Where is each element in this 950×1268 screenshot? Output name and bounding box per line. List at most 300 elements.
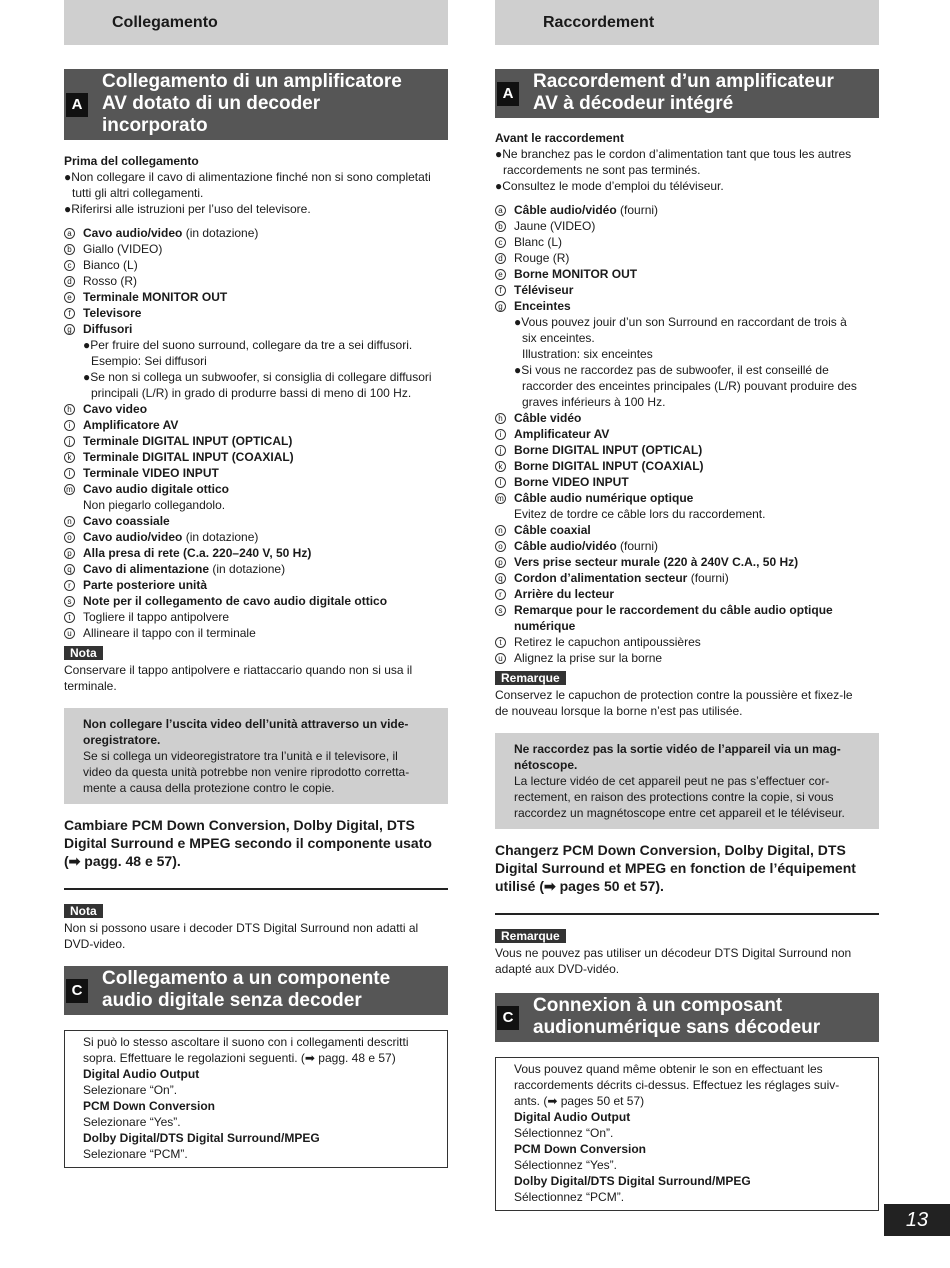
item-text [514,634,701,650]
item-normal: (in dotazione) [182,226,259,240]
bullet-item [64,201,448,217]
item-bold: Vers prise secteur murale (220 à 240V C.A., 50 Hz) [514,555,799,569]
item-letter: l [64,468,75,479]
item-letter: d [64,276,75,287]
spacer [495,895,879,913]
item-text [83,273,137,289]
list-item [64,225,448,241]
item-letter: u [495,653,506,664]
sub-line: graves inférieurs à 100 Hz. [522,395,666,409]
setting-name: PCM Down Conversion [83,1099,216,1113]
item-marker [64,625,83,641]
item-marker [495,410,514,426]
item-bold: Parte posteriore unità [83,578,208,592]
section-c-heading [495,993,879,1042]
item-text [83,449,294,465]
list-item [495,266,879,282]
before-title: Prima del collegamento [64,154,199,168]
item-text [514,202,658,218]
warning-line: rectement, en raison des protections contre la copie, si vous [514,790,834,804]
item-text [514,602,879,634]
item-marker [64,529,83,545]
item-marker [495,458,514,474]
column-french [495,0,879,1211]
item-text [514,458,704,474]
item-letter: k [495,461,506,472]
item-marker [495,634,514,650]
item-bold: Câble vidéo [514,411,582,425]
item-letter: q [64,564,75,575]
item-text [83,401,147,417]
item-text [514,298,571,314]
item-letter: i [64,420,75,431]
warning-box [64,708,448,804]
setting-text: Sélectionnez “On”. [514,1126,614,1140]
item-normal: Alignez la prise sur la borne [514,651,663,665]
section-title-line: Collegamento di un amplificatore [102,71,402,92]
item-text [514,266,637,282]
item-bold: Câble audio/vidéo [514,203,617,217]
list-item [495,570,879,586]
bullet-item [495,146,879,178]
warning-line: raccordez un magnétoscope entre cet appareil et le téléviseur. [514,806,845,820]
item-text [83,513,170,529]
bullet-line: raccordements ne sont pas terminés. [503,163,701,177]
list-item [495,490,879,506]
item-letter: a [495,205,506,216]
section-c-heading [64,966,448,1015]
item-normal: Rosso (R) [83,274,138,288]
item-bold: Cordon d’alimentation secteur [514,571,688,585]
section-title-line: incorporato [102,115,208,136]
item-text [514,522,591,538]
item-marker [64,241,83,257]
item-text [83,545,311,561]
item-text [83,609,229,625]
spacer [64,952,448,966]
change-line: Digital Surround et MPEG en fonction de l’équipement [495,860,856,876]
item-marker [495,522,514,538]
note-tag: Nota [64,646,103,660]
note-text [64,920,448,952]
warning-box [495,733,879,829]
item-marker [495,602,514,618]
item-marker [495,650,514,666]
section-a-heading [64,69,448,140]
spacer [495,829,879,841]
page-section-header: Collegamento [64,0,448,45]
settings-box [495,1057,879,1211]
item-marker [64,609,83,625]
list-item [495,218,879,234]
item-normal: (in dotazione) [182,530,259,544]
item-marker [495,586,514,602]
note-text [495,687,879,719]
item-letter: q [495,573,506,584]
sub-line: raccorder des enceintes principales (L/R) pouvant produire des [522,379,857,393]
page-section-header: Raccordement [495,0,879,45]
item-normal: (fourni) [687,571,729,585]
item-normal: Rouge (R) [514,251,570,265]
section-a-heading [495,69,879,118]
list-item [495,250,879,266]
item-bold: Câble audio numérique optique [514,491,694,505]
item-marker [64,433,83,449]
item-letter: u [64,628,75,639]
item-marker [64,513,83,529]
item-marker [64,225,83,241]
spacer [64,890,448,902]
list-item [495,538,879,554]
spacer [495,194,879,202]
item-normal: Retirez le capuchon antipoussières [514,635,701,649]
list-item [495,554,879,570]
item-bold: Téléviseur [514,283,574,297]
item-marker [495,298,514,314]
setting-text: Vous pouvez quand même obtenir le son en effectuant les [514,1062,823,1076]
spacer [495,118,879,130]
list-item [64,465,448,481]
item-letter: l [495,477,506,488]
item-marker [495,250,514,266]
spacer [64,694,448,708]
item-letter: n [495,525,506,536]
section-title-line: AV à décodeur intégré [533,93,734,114]
warning-line: mente a causa della protezione contro le copie. [83,781,335,795]
item-bold: Câble audio/vidéo [514,539,617,553]
list-item [64,529,448,545]
item-bold: Cavo di alimentazione [83,562,210,576]
item-letter: s [64,596,75,607]
item-letter: g [64,324,75,335]
change-settings-text [495,841,879,895]
bullet-line: ●Riferirsi alle istruzioni per l’uso del televisore. [64,202,311,216]
item-letter: j [64,436,75,447]
item-marker [495,266,514,282]
item-letter: r [64,580,75,591]
warning-title-line: Non collegare l’uscita video dell’unità attraverso un vide- [83,717,409,731]
item-bold: Borne DIGITAL INPUT (COAXIAL) [514,459,704,473]
list-item [495,410,879,426]
item-text [514,650,662,666]
spacer [495,666,879,669]
list-item [64,257,448,273]
column-italian [64,0,448,1168]
item-letter: f [64,308,75,319]
item-text [514,410,581,426]
note-text [495,945,879,977]
item-letter: g [495,301,506,312]
item-normal: Jaune (VIDEO) [514,219,596,233]
item-text [83,321,132,337]
item-letter: k [64,452,75,463]
item-marker [495,442,514,458]
item-text [83,481,229,497]
warning-line: video da questa unità potrebbe non venire riprodotto corretta- [83,765,410,779]
list-item [495,634,879,650]
item-marker [64,577,83,593]
item-letter: p [495,557,506,568]
item-marker [64,593,83,609]
change-line: Changerz PCM Down Conversion, Dolby Digital, DTS [495,842,846,858]
bullet-line: ●Non collegare il cavo di alimentazione finché non si sono completati [64,170,431,184]
item-bold: Arrière du lecteur [514,587,615,601]
list-item [64,625,448,641]
item-letter: c [64,260,75,271]
item-text [514,282,573,298]
list-item [64,305,448,321]
item-letter: n [64,516,75,527]
item-letter: b [495,221,506,232]
item-normal: Blanc (L) [514,235,563,249]
item-bold: Terminale MONITOR OUT [83,290,228,304]
setting-text: Selezionare “On”. [83,1083,178,1097]
item-letter: f [495,285,506,296]
warning-title-line: Ne raccordez pas la sortie vidéo de l’appareil via un mag- [514,742,841,756]
item-marker [64,417,83,433]
setting-name: Digital Audio Output [83,1067,200,1081]
item-letter: d [495,253,506,264]
item-text [83,529,258,545]
list-item [495,474,879,490]
list-item [64,289,448,305]
spacer [64,45,448,69]
item-bold: Cavo video [83,402,148,416]
spacer [64,641,448,644]
note-line: Non si possono usare i decoder DTS Digital Surround non adatti al [64,921,419,935]
list-item [64,593,448,609]
setting-text: Selezionare “Yes”. [83,1115,181,1129]
list-item [495,602,879,634]
item-marker [64,449,83,465]
item-normal: (fourni) [616,203,659,217]
list-item [64,449,448,465]
spacer [64,870,448,888]
sub-line: Non piegarlo collegandolo. [83,498,226,512]
note-tag: Nota [64,904,103,918]
item-letter: o [495,541,506,552]
item-text [83,289,227,305]
item-marker [495,554,514,570]
item-text [514,586,614,602]
spacer [64,804,448,816]
change-line: Cambiare PCM Down Conversion, Dolby Digital, DTS [64,817,415,833]
item-letter: h [495,413,506,424]
note-line: DVD-video. [64,937,126,951]
list-item [495,522,879,538]
item-marker [64,545,83,561]
sub-line: principali (L/R) in grado di produrre bassi di meno di 100 Hz. [91,386,412,400]
spacer [64,1015,448,1030]
bullet-item [495,178,879,194]
bullet-line: tutti gli altri collegamenti. [72,186,204,200]
change-settings-text [64,816,448,870]
setting-text: raccordements décrits ci-dessus. Effectuez les réglages suiv- [514,1078,840,1092]
item-normal: Bianco (L) [83,258,138,272]
spacer [64,217,448,225]
item-bold: Televisore [83,306,142,320]
page-number: 13 [884,1204,950,1236]
item-bold: Cavo audio digitale ottico [83,482,230,496]
item-marker [64,257,83,273]
item-text [83,561,285,577]
item-marker [495,234,514,250]
list-item [64,241,448,257]
sub-line: ●Se non si collega un subwoofer, si consiglia di collegare diffusori [83,370,432,384]
item-letter: c [495,237,506,248]
bullet-line: ●Ne branchez pas le cordon d’alimentation tant que tous les autres [495,147,852,161]
item-marker [64,401,83,417]
section-title-line: Raccordement d’un amplificateur [533,71,834,92]
item-text [83,305,141,321]
note-line: adapté aux DVD-vidéo. [495,962,620,976]
item-text [83,417,178,433]
section-title-line: AV dotato di un decoder [102,93,321,114]
item-marker [495,218,514,234]
note-tag: Remarque [495,671,566,685]
note-line: Vous ne pouvez pas utiliser un décodeur DTS Digital Surround non [495,946,852,960]
list-item [64,481,448,497]
item-text [514,442,702,458]
item-text [514,538,658,554]
setting-text: ants. (➡ pages 50 et 57) [514,1094,645,1108]
item-letter: r [495,589,506,600]
item-normal: Togliere il tappo antipolvere [83,610,230,624]
item-letter: t [495,637,506,648]
item-letter: e [64,292,75,303]
warning-line: La lecture vidéo de cet appareil peut ne pas s’effectuer cor- [514,774,830,788]
warning-title-line: nétoscope. [514,758,578,772]
item-marker [495,474,514,490]
setting-text: Si può lo stesso ascoltare il suono con i collegamenti descritti [83,1035,409,1049]
setting-name: PCM Down Conversion [514,1142,647,1156]
list-item [64,417,448,433]
item-bold: Borne DIGITAL INPUT (OPTICAL) [514,443,703,457]
list-item [64,609,448,625]
item-marker [495,282,514,298]
list-item [64,321,448,337]
list-item [495,458,879,474]
item-marker [495,490,514,506]
item-normal: (in dotazione) [209,562,286,576]
item-bold: Amplificatore AV [83,418,179,432]
item-normal: Allineare il tappo con il terminale [83,626,256,640]
item-bold: Diffusori [83,322,133,336]
item-marker [64,321,83,337]
sub-line: ●Si vous ne raccordez pas de subwoofer, il est conseillé de [514,363,829,377]
item-bold: Alla presa di rete (C.a. 220–240 V, 50 Hz) [83,546,312,560]
item-text [83,241,162,257]
item-marker [495,538,514,554]
item-text [514,250,569,266]
item-text [83,433,292,449]
change-line: utilisé (➡ pages 50 et 57). [495,878,664,894]
item-text [83,465,219,481]
item-bold: Amplificateur AV [514,427,610,441]
item-text [83,593,387,609]
list-item [495,234,879,250]
list-item [64,577,448,593]
item-letter: b [64,244,75,255]
warning-title-line: oregistratore. [83,733,161,747]
sub-line: ●Vous pouvez jouir d’un son Surround en raccordant de trois à [514,315,847,329]
list-item [495,586,879,602]
section-title-line: audio digitale senza decoder [102,990,362,1011]
setting-text: Sélectionnez “Yes”. [514,1158,617,1172]
item-text [514,474,629,490]
item-text [514,234,562,250]
note-line: de nouveau lorsque la borne n’est pas utilisée. [495,704,743,718]
item-marker [64,273,83,289]
sub-line: six enceintes. [522,331,595,345]
list-item [495,426,879,442]
setting-name: Digital Audio Output [514,1110,631,1124]
note-text [64,662,448,694]
item-marker [64,305,83,321]
item-bold: Cavo audio/video [83,530,183,544]
item-bold: Borne VIDEO INPUT [514,475,629,489]
item-marker [64,481,83,497]
item-text [514,570,729,586]
item-bold: Terminale VIDEO INPUT [83,466,219,480]
item-bold: Cavo audio/video [83,226,183,240]
item-text [514,426,609,442]
item-bold: Câble coaxial [514,523,591,537]
item-letter: j [495,445,506,456]
item-letter: t [64,612,75,623]
item-bold: Terminale DIGITAL INPUT (COAXIAL) [83,450,294,464]
item-bold: Note per il collegamento de cavo audio digitale ottico [83,594,388,608]
item-bold: Remarque pour le raccordement du câble audio optique numérique [514,603,833,633]
item-bold: Borne MONITOR OUT [514,267,638,281]
list-item [495,282,879,298]
sub-line: Esempio: Sei diffusori [91,354,207,368]
item-letter: p [64,548,75,559]
spacer [495,719,879,733]
setting-name: Dolby Digital/DTS Digital Surround/MPEG [83,1131,320,1145]
setting-text: Selezionare “PCM”. [83,1147,188,1161]
item-text [83,225,258,241]
item-normal: (fourni) [616,539,659,553]
section-title-line: Connexion à un composant [533,995,783,1016]
settings-box [64,1030,448,1168]
item-letter: i [495,429,506,440]
section-title-line: audionumérique sans décodeur [533,1017,821,1038]
sub-line: Illustration: six enceintes [522,347,653,361]
item-marker [495,202,514,218]
item-letter: o [64,532,75,543]
item-text [514,218,595,234]
setting-text: Sélectionnez “PCM”. [514,1190,625,1204]
bullet-item [64,169,448,201]
item-letter: m [495,493,506,504]
list-item [64,273,448,289]
item-text [83,625,256,641]
list-item [64,513,448,529]
spacer [495,977,879,993]
item-letter: s [495,605,506,616]
item-letter: h [64,404,75,415]
setting-name: Dolby Digital/DTS Digital Surround/MPEG [514,1174,751,1188]
note-tag: Remarque [495,929,566,943]
warning-line: Se si collega un videoregistratore tra l’unità e il televisore, il [83,749,398,763]
before-title: Avant le raccordement [495,131,624,145]
setting-text: sopra. Effettuare le regolazioni seguenti. (➡ pagg. 48 e 57) [83,1051,396,1065]
list-item [64,401,448,417]
item-text [83,257,138,273]
note-line: Conservez le capuchon de protection contre la poussière et fixez-le [495,688,853,702]
section-badge: A [497,82,519,106]
